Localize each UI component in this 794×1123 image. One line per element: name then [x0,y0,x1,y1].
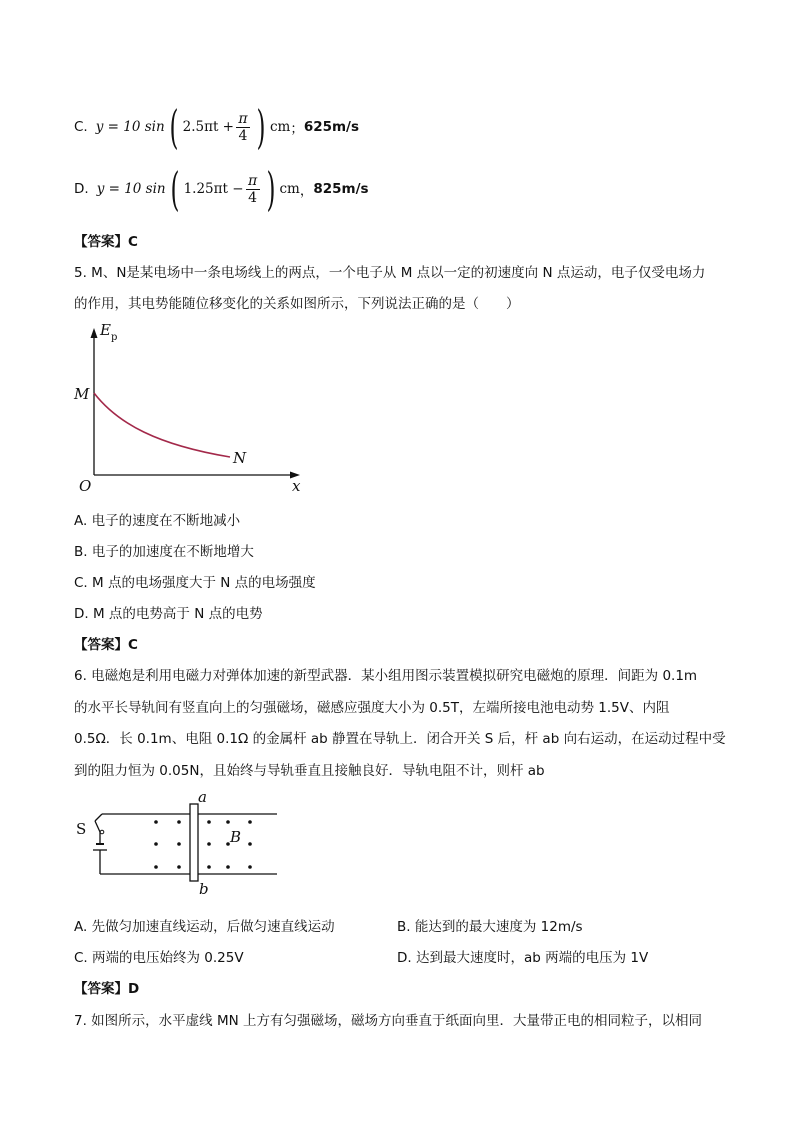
right-paren: ) [256,100,266,154]
y-axis-arrow [91,328,98,338]
unit: cm [269,119,291,135]
fraction-numerator: π [238,110,248,127]
switch-contact [100,830,104,834]
q6-option-d: D. 达到最大速度时，ab 两端的电压为 1V [397,950,649,966]
point-n-label: N [233,449,247,467]
x-axis-label: x [292,477,301,495]
q4-answer: 【答案】C [74,234,138,250]
wave-speed: 625m/s [303,119,360,135]
q6-option-b: B. 能达到的最大速度为 12m/s [397,919,583,935]
unit: cm [279,181,300,197]
q6-answer: 【答案】D [74,981,140,997]
switch-lever-top [95,814,102,821]
q5-answer: 【答案】C [74,637,138,653]
fraction-denominator: 4 [238,127,248,144]
metal-rod-ab [190,804,198,881]
formula-lhs: y = 10 sin [96,181,166,197]
fraction-denominator: 4 [248,189,257,206]
q6-option-a: A. 先做匀加速直线运动，后做匀速直线运动 [74,919,335,935]
label-b-field: B [230,828,242,846]
option-label: C. [74,119,88,135]
q5-option-d: D. M 点的电势高于 N 点的电势 [74,606,263,622]
point-m-label: M [74,385,90,403]
separator: ， [299,183,314,199]
q5-option-a: A. 电子的速度在不断地减小 [74,513,241,529]
fraction [246,173,260,206]
y-axis-label: $E_p$ [100,321,118,343]
q5-stem-line2: 的作用，其电势能随位移变化的关系如图所示，下列说法正确的是（ ） [74,296,520,312]
q5-option-c: C. M 点的电场强度大于 N 点的电场强度 [74,575,316,591]
wave-speed: 825m/s [313,181,369,197]
label-a: a [198,788,207,806]
q6-stem-line3: 0.5Ω．长 0.1m、电阻 0.1Ω 的金属杆 ab 静置在导轨上．闭合开关 S 后，杆 ab 向右运动，在运动过程中受 [74,731,726,747]
label-b: b [199,880,209,898]
q4-option-d [74,164,369,214]
option-label: D. [74,181,89,197]
q6-stem-line2: 的水平长导轨间有竖直向上的匀强磁场，磁感应强度大小为 0.5T，左端所接电池电动势 1.5V、内阻 [74,700,670,716]
label-s: S [76,820,87,838]
q5-option-b: B. 电子的加速度在不断地增大 [74,544,254,560]
fraction-numerator: π [247,172,258,189]
q4-option-c [74,102,359,152]
right-paren: ) [266,162,276,216]
origin-label: O [79,477,92,495]
q6-stem-line1: 6. 电磁炮是利用电磁力对弹体加速的新型武器．某小组用图示装置模拟研究电磁炮的原理．间距为 0.1m [74,668,698,684]
formula-inner: 2.5πt + [182,119,234,135]
left-paren: ( [169,100,179,154]
q7-stem-line1: 7. 如图所示，水平虚线 MN 上方有匀强磁场，磁场方向垂直于纸面向里．大量带正电的相同粒子，以相同 [74,1013,702,1029]
formula-inner: 1.25πt − [183,181,244,197]
fraction [236,111,250,144]
formula-lhs: y = 10 sin [95,119,165,135]
q6-option-c: C. 两端的电压始终为 0.25V [74,950,244,966]
q5-stem-line1: 5. M、N是某电场中一条电场线上的两点，一个电子从 M 点以一定的初速度向 N 点运动，电子仅受电场力 [74,265,706,281]
separator: ； [290,121,304,137]
q6-stem-line4: 到的阻力恒为 0.05N，且始终与导轨垂直且接触良好．导轨电阻不计，则杆 ab [74,763,545,779]
switch-lever [95,821,100,832]
q6-rail-gun-diagram [70,788,290,900]
q5-energy-graph [70,320,320,495]
left-paren: ( [170,162,180,216]
potential-energy-curve [94,393,230,457]
